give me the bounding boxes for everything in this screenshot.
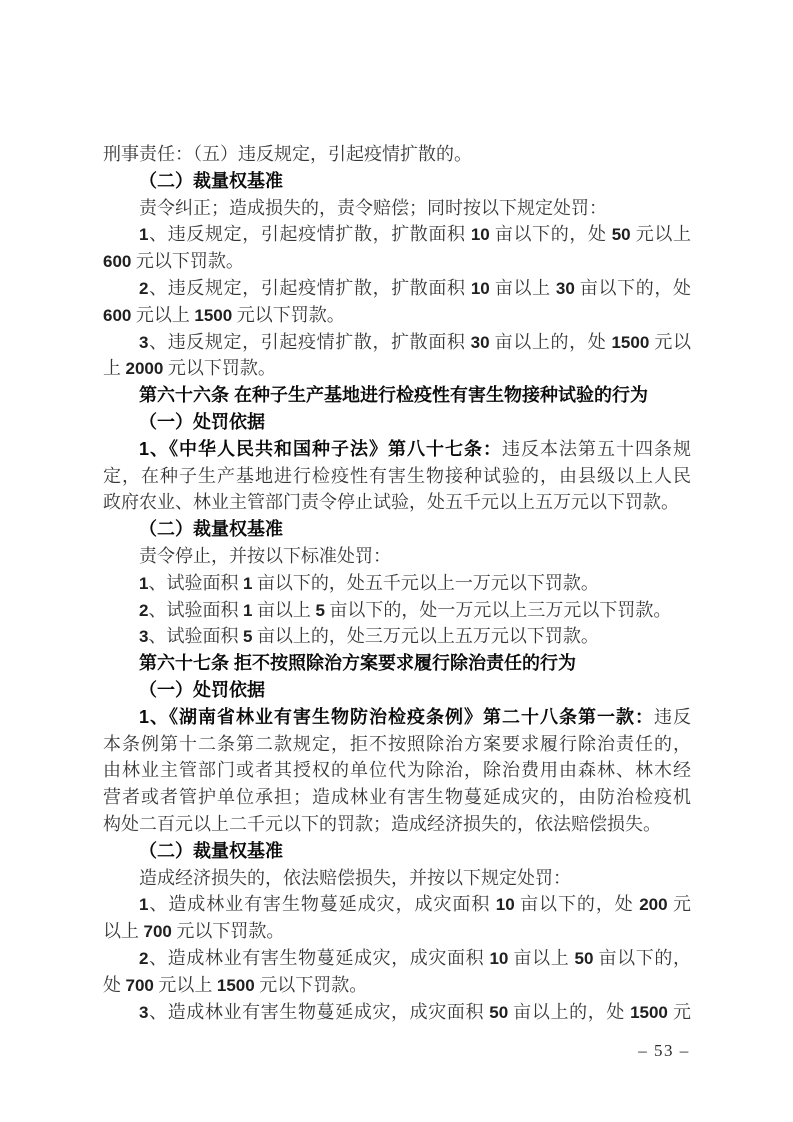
text-run: 1、违反规定，引起疫情扩散，扩散面积 10 亩以下的，处 50 元以上 [139,224,691,245]
text-run: 1、造成林业有害生物蔓延成灾，成灾面积 10 亩以下的，处 200 元 [139,894,691,915]
text-line [103,409,691,436]
text-line [103,784,691,811]
text-run: 上 2000 元以下罚款。 [103,358,276,379]
bold-text-run: （二）裁量权基准 [139,170,283,191]
text-run: 600 元以下罚款。 [103,251,244,272]
text-run: 造成经济损失的，依法赔偿损失，并按以下规定处罚： [139,867,571,888]
numeral: 10 [470,225,490,245]
text-run: 违反 [654,706,691,727]
text-run: 2、造成林业有害生物蔓延成灾，成灾面积 10 亩以上 50 亩以下的， [139,947,691,968]
text-run: 定，在种子生产基地进行检疫性有害生物接种试验的，由县级以上人民 [103,465,691,486]
bold-text-run: 1、《湖南省林业有害生物防治检疫条例》第二十八条第一款： [139,706,654,727]
numeral: 1500 [216,975,255,995]
numeral: 50 [611,225,631,245]
numeral: 1 [139,573,149,593]
text-run: 构处二百元以上二千元以下的罚款；造成经济损失的，依法赔偿损失。 [103,813,661,834]
text-run: 政府农业、林业主管部门责令停止试验，处五千元以上五万元以下罚款。 [103,492,679,513]
numeral: 200 [639,895,668,915]
text-run: 2、试验面积 1 亩以上 5 亩以下的，处一万元以上三万元以下罚款。 [139,599,672,620]
text-line [103,757,691,784]
text-run: 处 700 元以上 1500 元以下罚款。 [103,974,368,995]
numeral: 1 [139,895,149,915]
document-body [103,141,691,1025]
text-line [103,516,691,543]
numeral: 3 [139,627,149,647]
text-run: 责令停止，并按以下标准处罚： [139,545,391,566]
text-run: 3、造成林业有害生物蔓延成灾，成灾面积 50 亩以上的，处 1500 元 [139,1001,691,1022]
bold-text-run: 1、《中华人民共和国种子法》第八十七条： [139,438,503,459]
text-line [103,463,691,490]
text-run: 600 元以上 1500 元以下罚款。 [103,304,345,325]
numeral: 1500 [194,305,233,325]
text-run: 以上 700 元以下罚款。 [103,921,285,942]
text-line [103,355,691,382]
text-line [103,195,691,222]
numeral: 1 [139,438,150,459]
text-line [103,543,691,570]
text-line [103,489,691,516]
bold-text-run: （一）处罚依据 [139,411,265,432]
text-line [103,704,691,731]
numeral: 30 [555,278,575,298]
text-run: 责令纠正；造成损失的，责令赔偿；同时按以下规定处罚： [139,197,607,218]
text-line [103,597,691,624]
numeral: 1 [139,225,149,245]
text-line [103,570,691,597]
bold-text-run: （二）裁量权基准 [139,840,283,861]
text-line [103,275,691,302]
numeral: 1 [242,573,253,593]
numeral: 700 [143,922,172,942]
text-run: 本条例第十二条第二款规定，拒不按照除治方案要求履行除治责任的， [103,733,691,754]
text-line [103,221,691,248]
text-line [103,811,691,838]
text-line [103,382,691,409]
numeral: 1 [139,706,150,727]
numeral: 10 [470,278,490,298]
numeral: 2 [139,948,149,968]
text-run: 营者或者管护单位承担；造成林业有害生物蔓延成灾的，由防治检疫机 [103,787,691,808]
text-line [103,302,691,329]
text-line [103,731,691,758]
text-run: 违反本法第五十四条规 [502,438,691,459]
text-line [103,999,691,1026]
numeral: 30 [470,332,490,352]
text-line [103,329,691,356]
bold-text-run: （二）裁量权基准 [139,519,283,540]
numeral: 10 [495,895,515,915]
text-line [103,623,691,650]
numeral: 3 [139,1002,149,1022]
bold-text-run: 第六十六条 在种子生产基地进行检疫性有害生物接种试验的行为 [139,385,648,406]
text-line [103,436,691,463]
text-line [103,838,691,865]
numeral: 600 [103,252,132,272]
numeral: 600 [103,305,132,325]
text-run: 3、违反规定，引起疫情扩散，扩散面积 30 亩以上的，处 1500 元以 [139,331,691,352]
text-line [103,141,691,168]
numeral: 5 [242,627,253,647]
text-line [103,650,691,677]
text-line [103,945,691,972]
numeral: 1500 [630,1002,668,1022]
numeral: 50 [489,1002,509,1022]
bold-text-run: （一）处罚依据 [139,679,265,700]
text-line [103,865,691,892]
text-line [103,248,691,275]
numeral: 3 [139,332,149,352]
text-line [103,891,691,918]
numeral: 50 [574,948,594,968]
text-line [103,677,691,704]
numeral: 1 [242,600,253,620]
text-run: 1、试验面积 1 亩以下的，处五千元以上一万元以下罚款。 [139,572,599,593]
numeral: 2 [139,278,149,298]
numeral: 5 [315,600,325,620]
numeral: 1500 [611,332,650,352]
text-run: 由林业主管部门或者其授权的单位代为除治，除治费用由森林、林木经 [103,760,691,781]
page-number: – 53 – [638,1041,690,1060]
numeral: 2000 [125,359,164,379]
numeral: 10 [489,948,509,968]
numeral: 700 [125,975,154,995]
text-run: 3、试验面积 5 亩以上的，处三万元以上五万元以下罚款。 [139,626,599,647]
numeral: 2 [139,600,149,620]
text-run: 刑事责任：（五）违反规定，引起疫情扩散的。 [103,144,472,164]
text-line [103,918,691,945]
text-line [103,168,691,195]
text-run: 2、违反规定，引起疫情扩散，扩散面积 10 亩以上 30 亩以下的，处 [139,277,691,298]
text-line [103,972,691,999]
bold-text-run: 第六十七条 拒不按照除治方案要求履行除治责任的行为 [139,653,576,674]
